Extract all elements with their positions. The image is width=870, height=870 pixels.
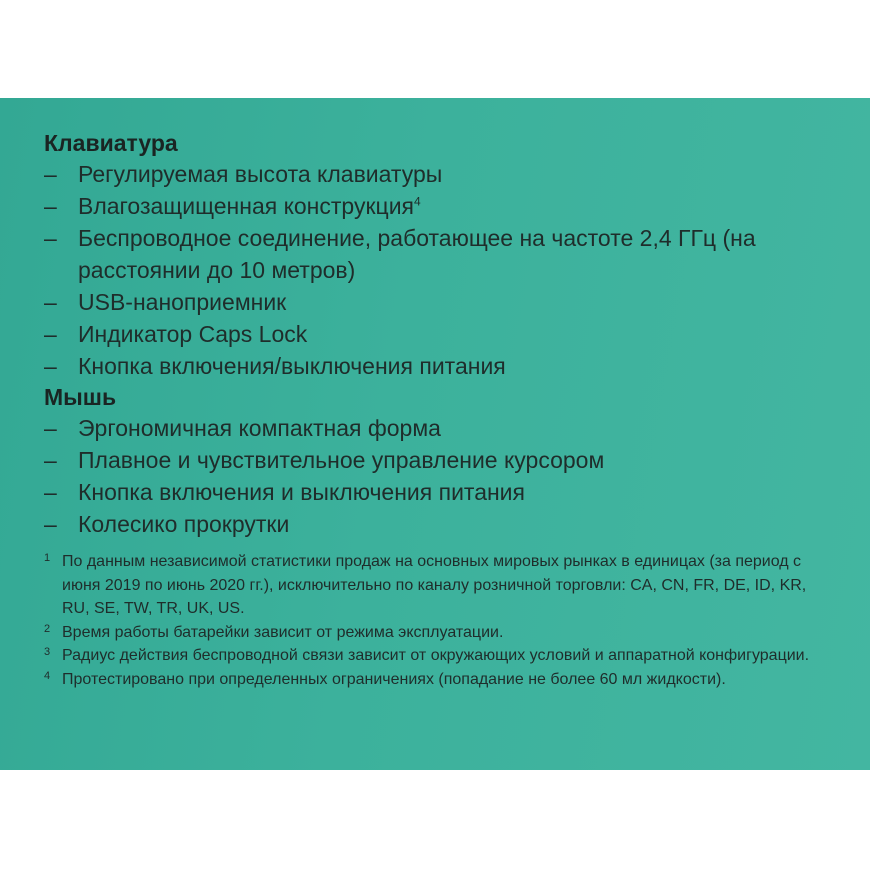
dash: – bbox=[44, 353, 57, 379]
dash: – bbox=[44, 193, 57, 219]
dash: – bbox=[44, 289, 57, 315]
mouse-feature-list bbox=[44, 412, 854, 540]
mouse-feature: – Кнопка включения и выключения питания bbox=[44, 476, 854, 508]
footnote: 4 Протестировано при определенных ограничениях (попадание не более 60 мл жидкости). bbox=[44, 668, 822, 692]
dash: – bbox=[44, 479, 57, 505]
footnote: 3 Радиус действия беспроводной связи зависит от окружающих условий и аппаратной конфигурации. bbox=[44, 644, 822, 668]
mouse-heading: Мышь bbox=[44, 384, 117, 410]
keyboard-feature-list bbox=[44, 158, 854, 382]
keyboard-feature: – Беспроводное соединение, работающее на частоте 2,4 ГГц (на расстоянии до 10 метров) bbox=[44, 222, 854, 286]
keyboard-feature: – Влагозащищенная конструкция$^4$ bbox=[44, 190, 854, 222]
mouse-feature: – Эргономичная компактная форма bbox=[44, 412, 854, 444]
footnote: 1 По данным независимой статистики продаж на основных мировых рынках в единицах (за период с июня 2019 по июнь 2020 гг.), исключительно по каналу розничной торговли: CA, CN, FR, DE, ID, KR, RU, SE, TW, TR, UK, US. bbox=[44, 550, 822, 621]
footnote: 2 Время работы батарейки зависит от режима эксплуатации. bbox=[44, 621, 822, 645]
mouse-feature: – Плавное и чувствительное управление курсором bbox=[44, 444, 854, 476]
keyboard-feature: – USB-наноприемник bbox=[44, 286, 854, 318]
dash: – bbox=[44, 447, 57, 473]
dash: – bbox=[44, 161, 57, 187]
footnote-ref: 4 bbox=[414, 194, 421, 209]
keyboard-heading: Клавиатура bbox=[44, 130, 178, 156]
footnote-number: 4 bbox=[44, 669, 51, 682]
dash: – bbox=[44, 225, 57, 251]
keyboard-feature: – Индикатор Caps Lock bbox=[44, 318, 854, 350]
dash: – bbox=[44, 415, 57, 441]
footnote-number: 1 bbox=[44, 552, 51, 564]
dash: – bbox=[44, 321, 57, 347]
footnote-number: 3 bbox=[44, 646, 51, 658]
box-panel bbox=[0, 98, 870, 770]
footnote-number: 2 bbox=[44, 622, 51, 635]
spec-content bbox=[44, 128, 854, 691]
keyboard-feature: – Кнопка включения/выключения питания bbox=[44, 350, 854, 382]
dash: – bbox=[44, 511, 57, 537]
footnotes bbox=[44, 550, 854, 691]
mouse-feature: – Колесико прокрутки bbox=[44, 508, 854, 540]
keyboard-feature: – Регулируемая высота клавиатуры bbox=[44, 158, 854, 190]
